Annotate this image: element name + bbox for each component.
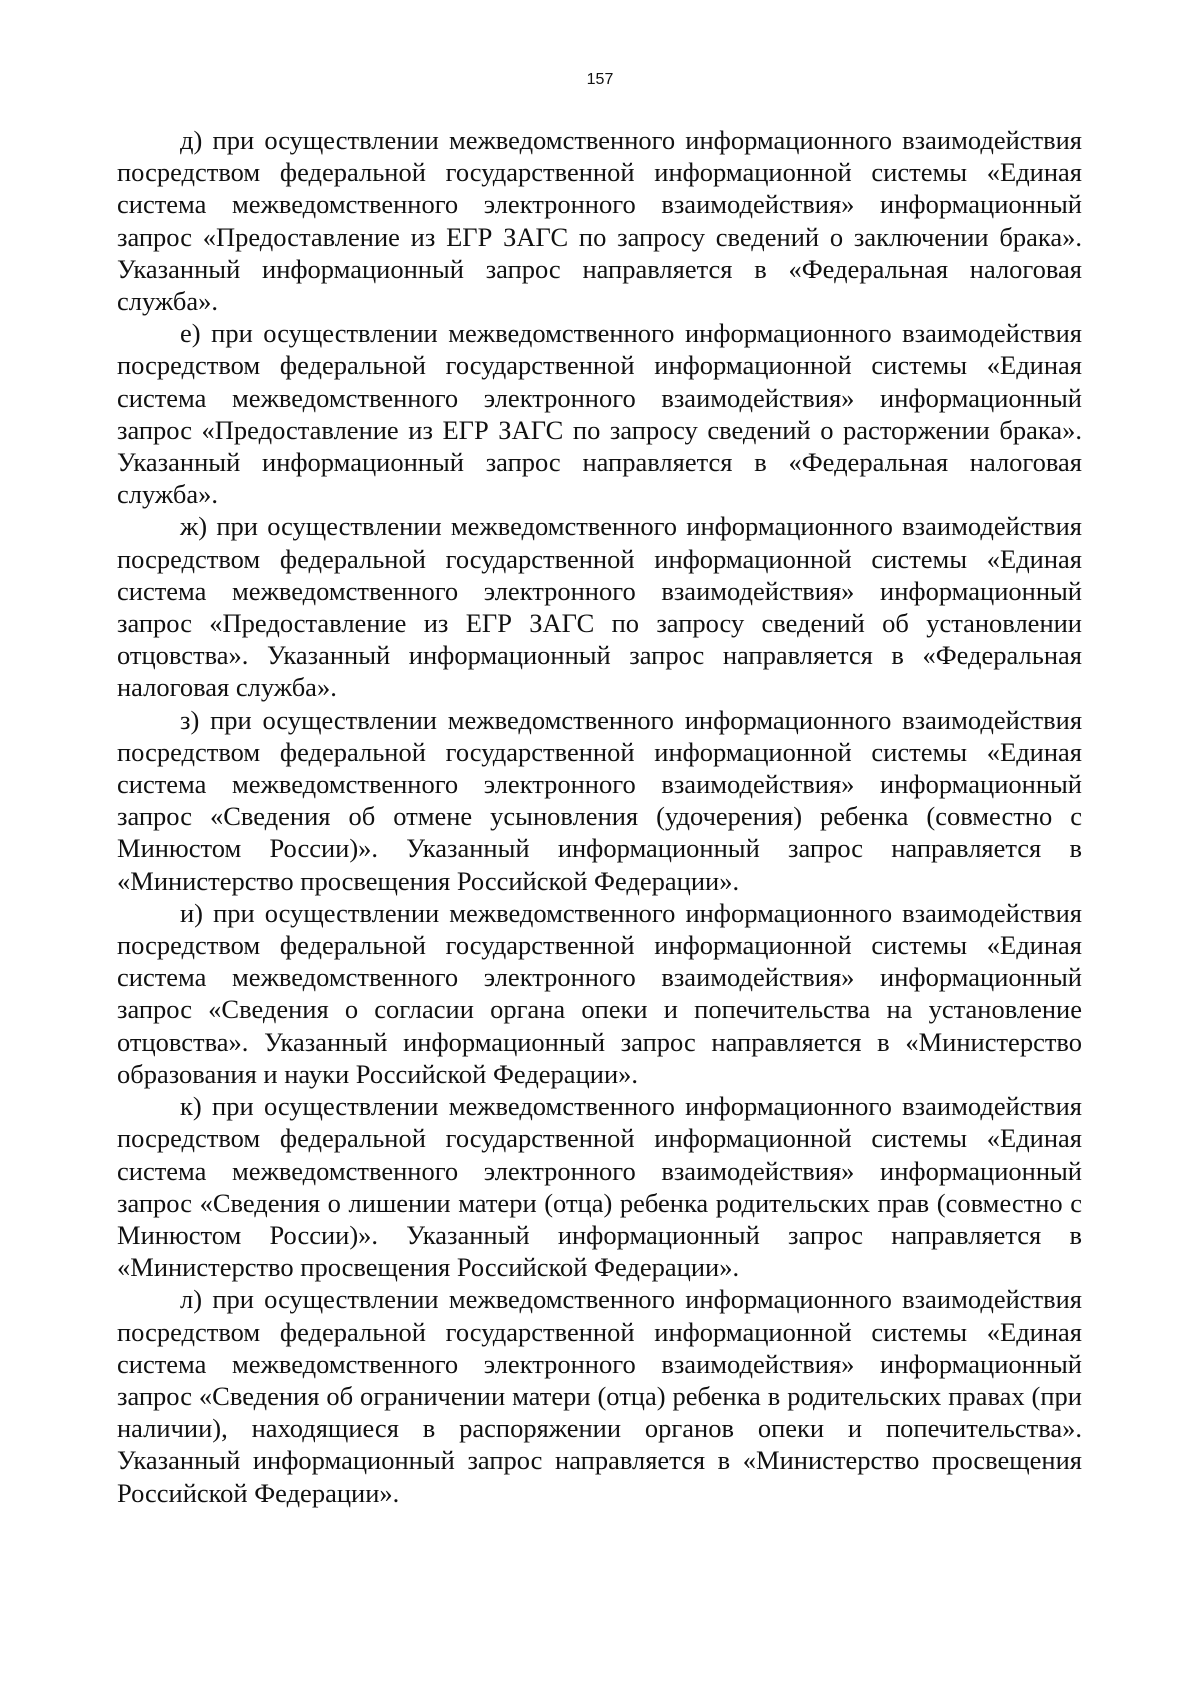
paragraph-text: при осуществлении межведомственного информационного взаимодействия посредством федеральной государственной информационной системы «Единая система межведомственного электронного взаимодействия» информационный запрос «Сведения о лишении матери (отца) ребенка родительских прав (совместно с Минюстом России)». Указанный информационный запрос направляется в «Министерство просвещения Российской Федерации». bbox=[117, 1091, 1083, 1283]
paragraph-text: при осуществлении межведомственного информационного взаимодействия посредством федеральной государственной информационной системы «Единая система межведомственного электронного взаимодействия» информационный запрос «Сведения об ограничении матери (отца) ребенка в родительских правах (при наличии), находящиеся в распоряжении органов опеки и попечительства». Указанный информационный запрос направляется в «Министерство просвещения Российской Федерации». bbox=[117, 1284, 1082, 1508]
paragraph-text: при осуществлении межведомственного информационного взаимодействия посредством федеральной государственной информационной системы «Единая система межведомственного электронного взаимодействия» информационный запрос «Сведения об отмене усыновления (удочерения) ребенка (совместно с Минюстом России)». Указанный информационный запрос направляется в «Министерство просвещения Российской Федерации». bbox=[117, 704, 1083, 896]
paragraph-text: при осуществлении межведомственного информационного взаимодействия посредством федеральной государственной информационной системы «Единая система межведомственного электронного взаимодействия» информационный запрос «Предоставление из ЕГР ЗАГС по запросу сведений об установлении отцовства». Указанный информационный запрос направляется в «Федеральная налоговая служба». bbox=[117, 511, 1082, 703]
paragraph-marker: к) bbox=[180, 1091, 202, 1122]
paragraph-text: при осуществлении межведомственного информационного взаимодействия посредством федеральной государственной информационной системы «Единая система межведомственного электронного взаимодействия» информационный запрос «Предоставление из ЕГР ЗАГС по запросу сведений о расторжении брака». Указанный информационный запрос направляется в «Федеральная налоговая служба». bbox=[117, 318, 1082, 510]
paragraph-zh bbox=[117, 510, 1082, 703]
paragraph-text: при осуществлении межведомственного информационного взаимодействия посредством федеральной государственной информационной системы «Единая система межведомственного электронного взаимодействия» информационный запрос «Сведения о согласии органа опеки и попечительства на установление отцовства». Указанный информационный запрос направляется в «Министерство образования и науки Российской Федерации». bbox=[117, 897, 1082, 1089]
paragraph-marker: и) bbox=[180, 897, 204, 928]
paragraph-marker: д) bbox=[180, 125, 203, 155]
paragraph-e bbox=[117, 317, 1082, 510]
paragraph-z bbox=[117, 704, 1082, 897]
paragraph-marker: ж) bbox=[180, 511, 208, 542]
page-number: 157 bbox=[586, 71, 614, 88]
paragraph-marker: з) bbox=[180, 704, 200, 735]
paragraph-l bbox=[117, 1283, 1082, 1508]
paragraph-k bbox=[117, 1090, 1082, 1283]
paragraph-marker: е) bbox=[180, 318, 201, 349]
paragraph-d bbox=[117, 124, 1082, 317]
document-body bbox=[117, 124, 1082, 1509]
paragraph-text: при осуществлении межведомственного информационного взаимодействия посредством федеральной государственной информационной системы «Единая система межведомственного электронного взаимодействия» информационный запрос «Предоставление из ЕГР ЗАГС по запросу сведений о заключении брака». Указанный информационный запрос направляется в «Федеральная налоговая служба». bbox=[117, 125, 1082, 317]
paragraph-i bbox=[117, 897, 1082, 1090]
paragraph-marker: л) bbox=[180, 1284, 203, 1315]
